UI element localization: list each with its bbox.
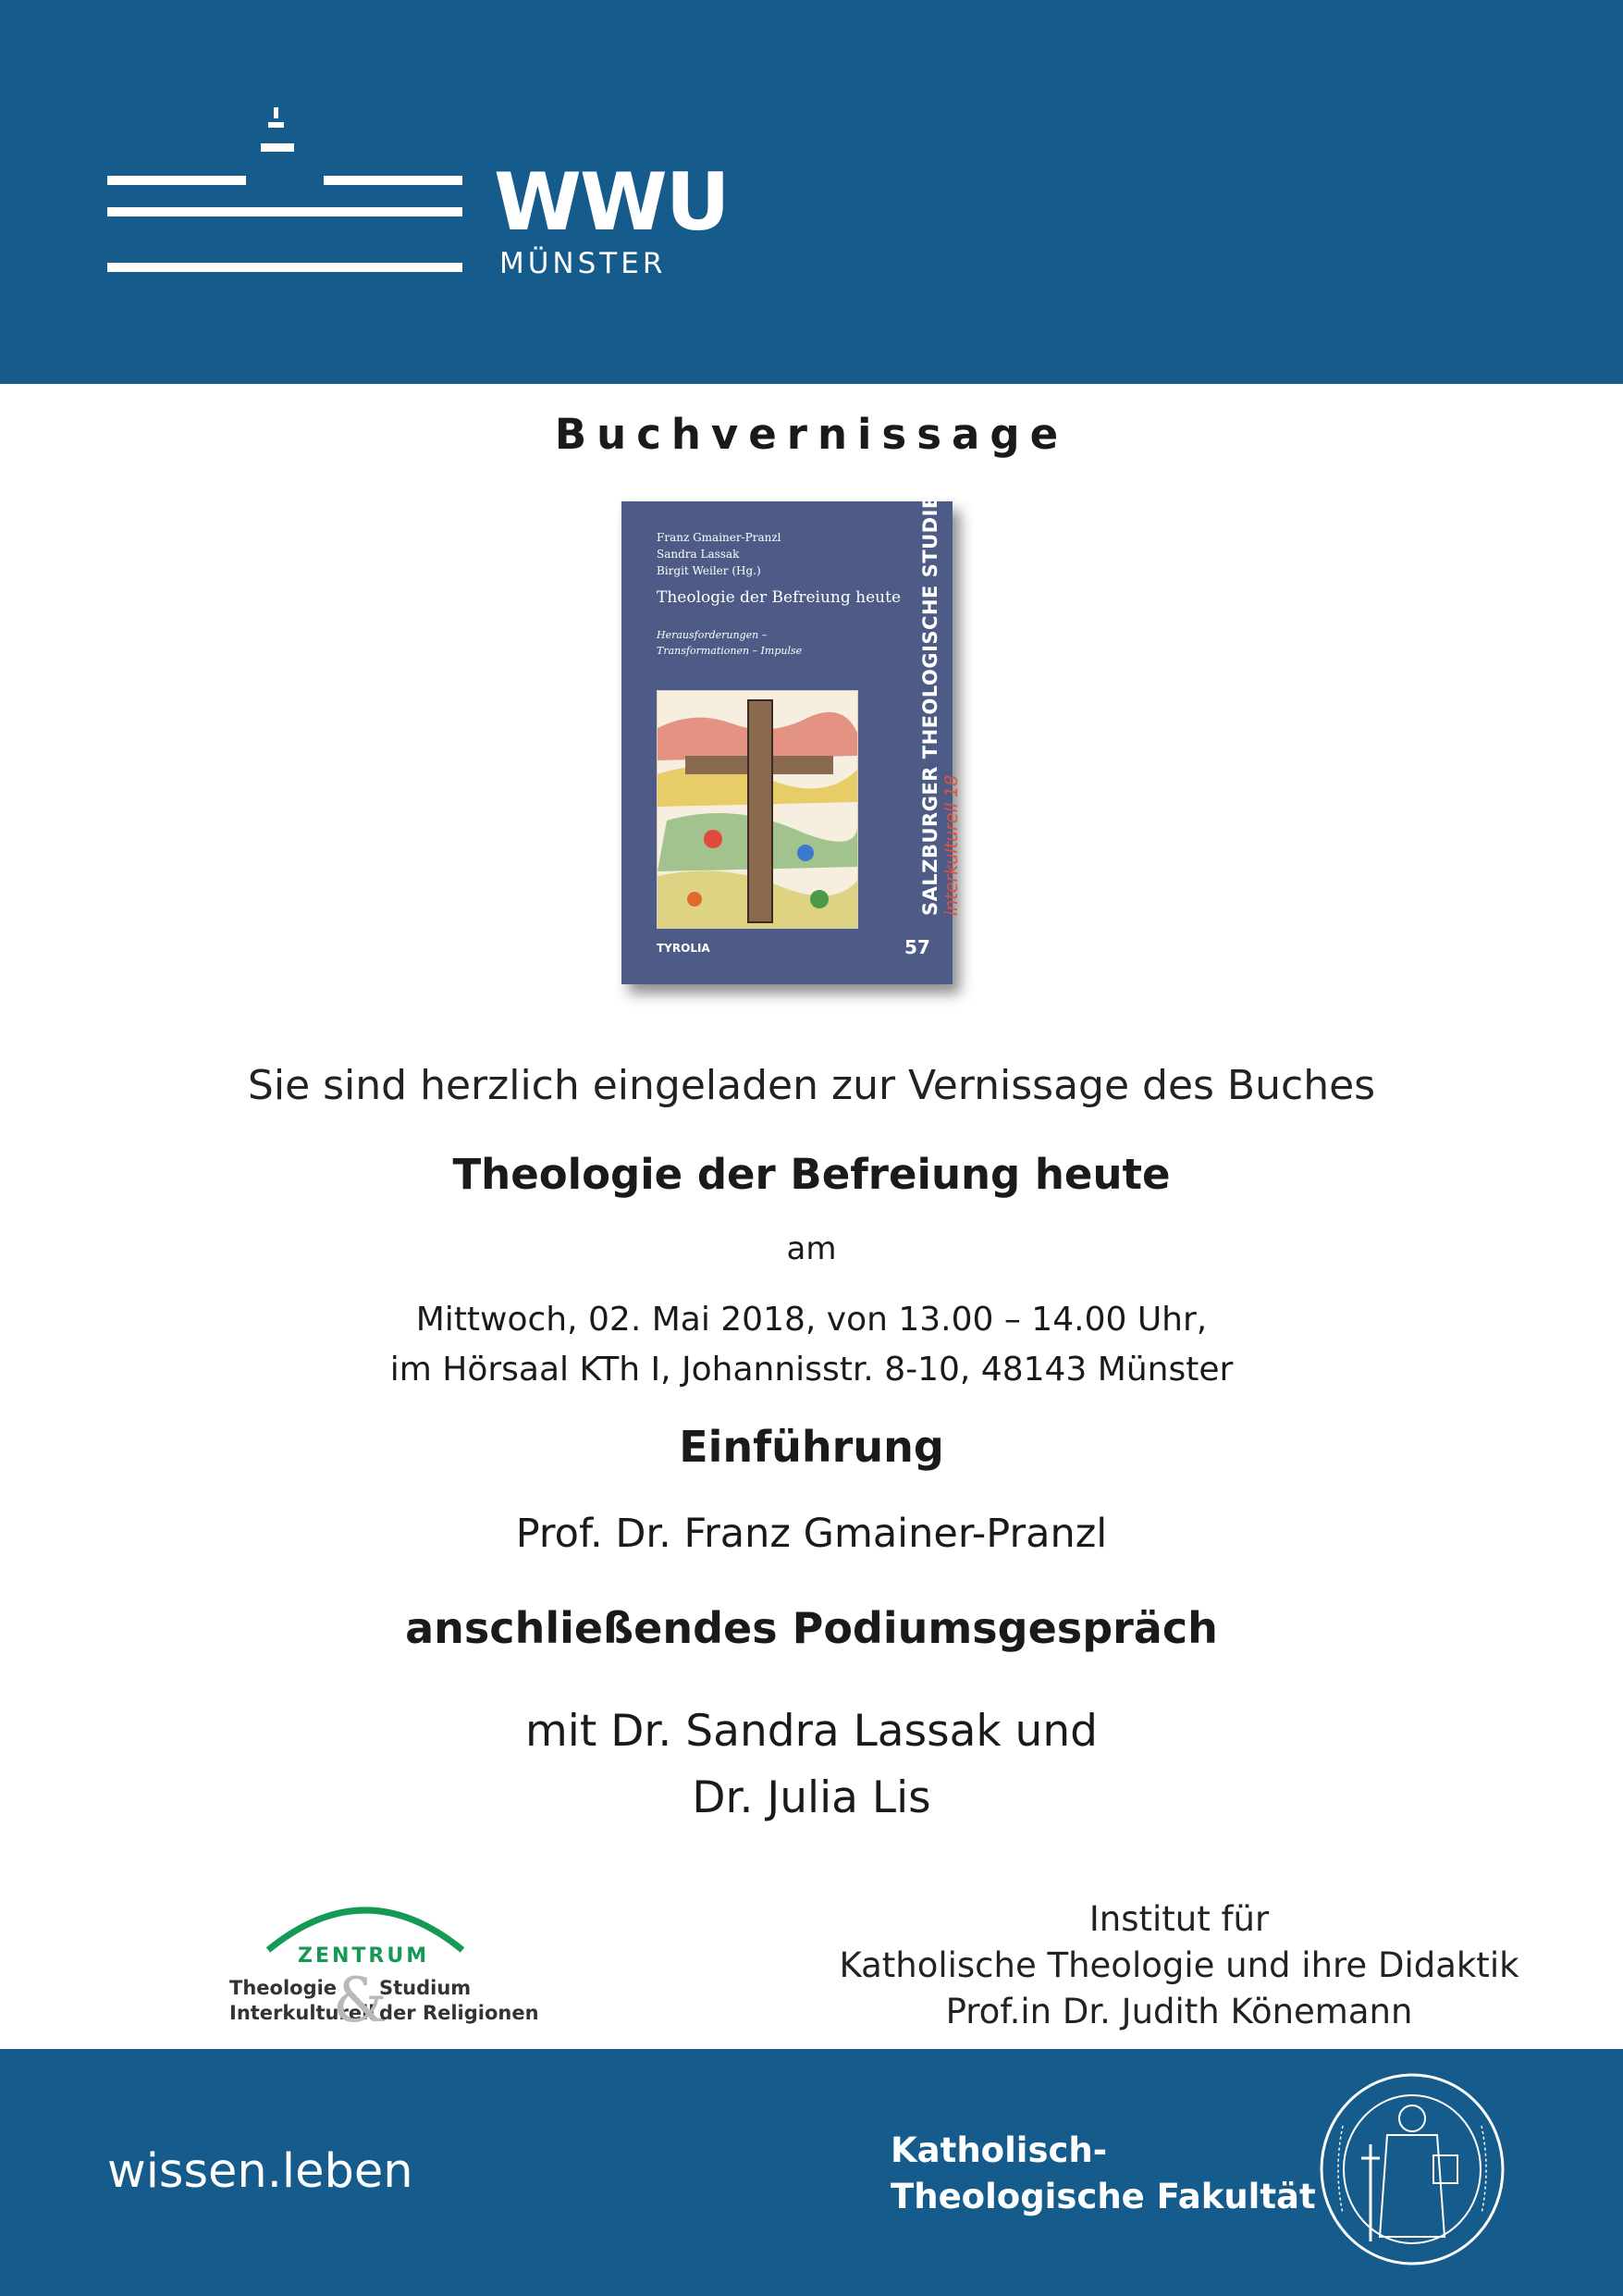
location-line: im Hörsaal KTh I, Johannisstr. 8-10, 48143 Münster xyxy=(389,1351,1234,1389)
book-series: SALZBURGER THEOLOGISCHE STUDIEN xyxy=(919,478,941,916)
zentrum-logo xyxy=(194,1889,539,2037)
zentrum-right-text xyxy=(379,1976,539,2026)
institute-line: Institut für xyxy=(1088,1899,1270,1939)
book-authors xyxy=(657,529,781,579)
institute-line: Katholische Theologie und ihre Didaktik xyxy=(839,1945,1519,1985)
faculty-line: Katholisch- xyxy=(891,2130,1108,2170)
wwu-logo-icon xyxy=(107,102,462,278)
institute-block xyxy=(814,1896,1544,2035)
slogan: wissen.leben xyxy=(107,2144,413,2199)
book-cover-subtitle xyxy=(657,627,802,659)
faculty-seal-icon xyxy=(1315,2070,1509,2269)
invitation-text: Sie sind herzlich eingeladen zur Vernissage des Buches xyxy=(247,1062,1376,1109)
book-author: Sandra Lassak xyxy=(657,548,740,561)
book-title: Theologie der Befreiung heute xyxy=(452,1150,1171,1199)
zentrum-left-text xyxy=(229,1976,375,2026)
book-cover-title: Theologie der Befreiung heute xyxy=(657,588,902,607)
am-text: am xyxy=(786,1230,837,1267)
date-line: Mittwoch, 02. Mai 2018, von 13.00 – 14.00 Uhr, xyxy=(415,1301,1208,1339)
panel-participants xyxy=(0,1698,1623,1832)
panel-line: mit Dr. Sandra Lassak und xyxy=(525,1706,1098,1757)
zentrum-left-line: Theologie xyxy=(229,1977,338,1999)
intro-speaker: Prof. Dr. Franz Gmainer-Pranzl xyxy=(515,1511,1108,1557)
zentrum-word: ZENTRUM xyxy=(298,1944,430,1968)
book-author: Birgit Weiler (Hg.) xyxy=(657,564,761,577)
date-location xyxy=(0,1295,1623,1395)
panel-heading: anschließendes Podiumsgespräch xyxy=(405,1603,1218,1653)
book-subtitle-line: Herausforderungen – xyxy=(657,629,768,641)
page-title: Buchvernissage xyxy=(554,410,1069,459)
book-publisher: TYROLIA xyxy=(657,942,710,955)
panel-line: Dr. Julia Lis xyxy=(692,1772,931,1823)
brand-name: WWU xyxy=(494,156,729,249)
intro-heading: Einführung xyxy=(679,1422,944,1472)
institute-line: Prof.in Dr. Judith Könemann xyxy=(945,1992,1413,2031)
faculty-name xyxy=(891,2128,1316,2220)
book-author: Franz Gmainer-Pranzl xyxy=(657,531,781,544)
faculty-line: Theologische Fakultät xyxy=(891,2177,1316,2216)
book-series-sub: interkulturell 18 xyxy=(941,774,962,916)
zentrum-left-line: Interkulturell xyxy=(229,2002,375,2024)
brand-subtitle: MÜNSTER xyxy=(499,247,667,280)
zentrum-ampersand: & xyxy=(333,1965,387,2036)
book-volume: 57 xyxy=(904,936,930,958)
zentrum-right-line: Studium xyxy=(379,1977,472,1999)
zentrum-right-line: der Religionen xyxy=(379,2002,539,2024)
book-subtitle-line: Transformationen – Impulse xyxy=(657,645,803,657)
book-cover xyxy=(621,478,962,984)
cover-painting-image xyxy=(657,690,858,929)
